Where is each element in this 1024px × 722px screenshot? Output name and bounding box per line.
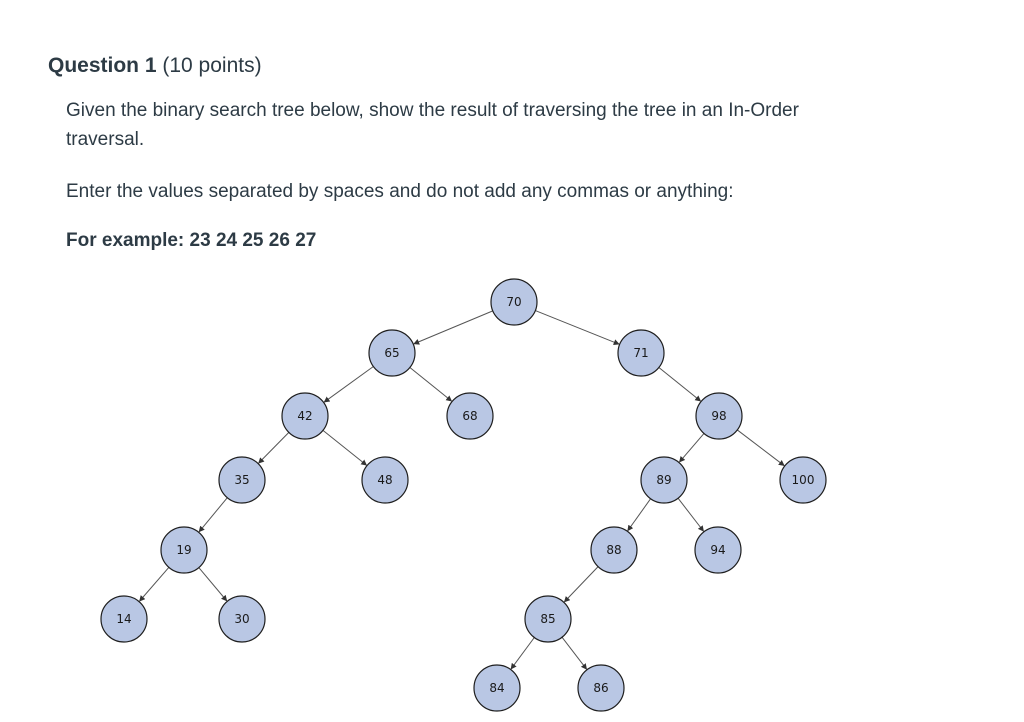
tree-edge-98-100 (737, 430, 784, 466)
tree-edge-89-88 (628, 499, 651, 531)
tree-edge-98-89 (680, 433, 704, 461)
tree-edge-71-98 (659, 367, 700, 400)
tree-node-label: 19 (176, 543, 192, 557)
tree-edge-88-85 (565, 567, 599, 602)
tree-node-71 (618, 330, 664, 376)
question-points: (10 points) (162, 54, 262, 77)
tree-node-94 (695, 527, 741, 573)
question-example: For example: 23 24 25 26 27 (66, 230, 317, 251)
tree-node-label: 42 (297, 409, 313, 423)
tree-edge-89-94 (678, 498, 703, 531)
tree-edge-85-84 (511, 637, 534, 668)
tree-node-98 (696, 393, 742, 439)
tree-node-label: 30 (234, 612, 250, 626)
tree-node-label: 48 (377, 473, 393, 487)
question-prompt: Given the binary search tree below, show the result of traversing the tree in an In-Order traversal. (66, 100, 799, 150)
tree-node-68 (447, 393, 493, 439)
tree-node-86 (578, 665, 624, 711)
tree-node-14 (101, 596, 147, 642)
tree-edge-65-68 (410, 367, 451, 400)
tree-edge-70-65 (414, 311, 493, 344)
tree-node-label: 68 (462, 409, 478, 423)
tree-node-label: 35 (234, 473, 250, 487)
tree-node-label: 100 (791, 473, 815, 487)
tree-node-label: 89 (656, 473, 672, 487)
tree-node-label: 94 (710, 543, 726, 557)
tree-node-label: 85 (540, 612, 556, 626)
tree-edge-19-14 (140, 567, 169, 601)
tree-node-label: 88 (606, 543, 622, 557)
tree-edge-19-30 (199, 568, 227, 601)
question-title: Question 1 (48, 54, 157, 77)
tree-edge-65-42 (324, 366, 373, 401)
tree-node-84 (474, 665, 520, 711)
tree-edge-70-71 (535, 311, 618, 344)
tree-node-label: 14 (116, 612, 132, 626)
question-instruction: Enter the values separated by spaces and do not add any commas or anything: (66, 181, 734, 202)
tree-node-89 (641, 457, 687, 503)
tree-nodes (101, 279, 826, 711)
tree-node-label: 84 (489, 681, 505, 695)
tree-edge-85-86 (562, 637, 586, 669)
tree-edge-35-19 (199, 498, 227, 532)
tree-edge-42-48 (323, 430, 366, 465)
tree-node-label: 70 (506, 295, 522, 309)
tree-node-label: 71 (633, 346, 649, 360)
tree-node-70 (491, 279, 537, 325)
tree-edge-42-35 (259, 432, 289, 463)
tree-node-42 (282, 393, 328, 439)
tree-node-35 (219, 457, 265, 503)
tree-node-label: 65 (384, 346, 400, 360)
tree-node-85 (525, 596, 571, 642)
tree-node-label: 98 (711, 409, 727, 423)
tree-node-19 (161, 527, 207, 573)
tree-node-88 (591, 527, 637, 573)
tree-node-65 (369, 330, 415, 376)
tree-node-48 (362, 457, 408, 503)
tree-node-label: 86 (593, 681, 609, 695)
tree-node-30 (219, 596, 265, 642)
tree-node-100 (780, 457, 826, 503)
